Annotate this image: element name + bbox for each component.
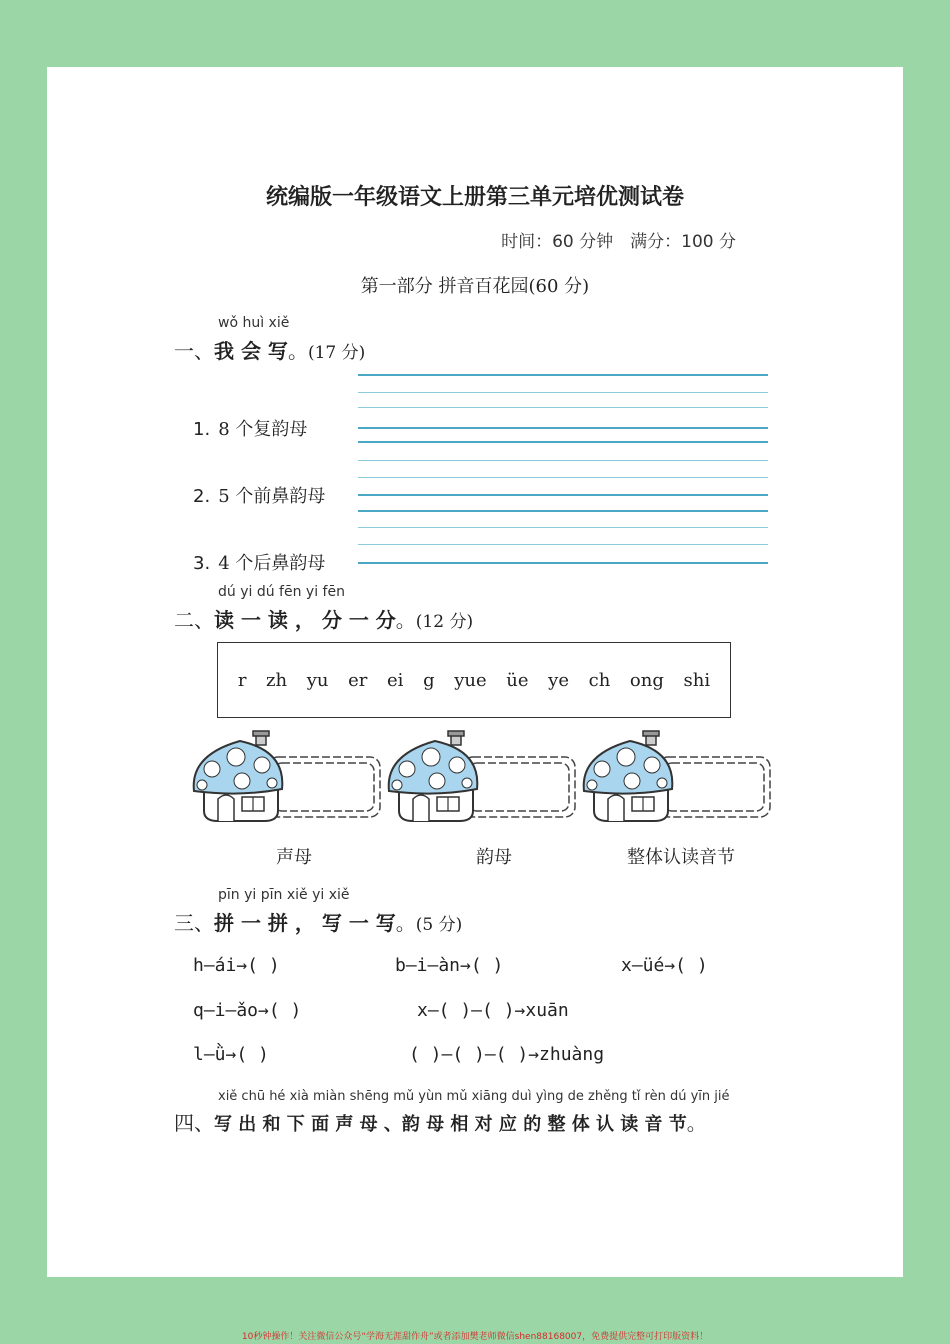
q1-heading (174, 335, 365, 364)
q4-number: 四、 (174, 1111, 214, 1135)
q4-mark: 。 (686, 1111, 707, 1135)
syllable-item: yue (454, 669, 487, 691)
q2-mark: 。 (395, 608, 416, 632)
mushroom-box-initials[interactable] (194, 731, 380, 821)
q2-score: (12 分) (415, 612, 474, 632)
q3-text: 拼 一 拼 ， 写 一 写 (214, 911, 396, 935)
spelling-exercise[interactable]: x—üé→( ) (621, 955, 708, 976)
syllable-item: ong (629, 669, 664, 691)
category-label: 韵母 (476, 847, 512, 868)
writing-line[interactable] (358, 562, 768, 564)
q1-item-number: 1. (193, 419, 211, 440)
writing-line[interactable] (358, 374, 768, 376)
writing-line[interactable] (358, 477, 768, 478)
worksheet-page (47, 67, 903, 1277)
exam-meta: 时间：60 分钟 满分：100 分 (501, 232, 736, 252)
q1-text: 我 会 写 (214, 339, 288, 363)
spelling-exercise[interactable]: b—i—àn→( ) (395, 955, 504, 976)
q1-score: (17 分) (307, 343, 366, 363)
q1-item (193, 482, 325, 508)
q4-pinyin: xiě chū hé xià miàn shēng mǔ yùn mǔ xiāng duì yìng de zhěng tǐ rèn dú yīn jié (218, 1089, 730, 1104)
writing-line[interactable] (358, 407, 768, 408)
spelling-exercise[interactable]: x—( )—( )→xuān (417, 1000, 569, 1021)
q4-text: 写 出 和 下 面 声 母 、韵 母 相 对 应 的 整 体 认 读 音 节 (214, 1114, 687, 1135)
q1-item-text: 4 个后鼻韵母 (218, 553, 326, 574)
q1-pinyin: wǒ huì xiě (218, 315, 290, 331)
writing-line[interactable] (358, 527, 768, 528)
q4-heading (174, 1107, 707, 1136)
writing-line[interactable] (358, 427, 768, 429)
q3-heading (174, 907, 462, 936)
q3-pinyin: pīn yi pīn xiě yi xiě (218, 887, 350, 903)
spelling-exercise[interactable]: ( )—( )—( )→zhuàng (409, 1044, 605, 1065)
category-label: 整体认读音节 (627, 847, 735, 868)
q1-item (193, 549, 325, 575)
writing-line[interactable] (358, 494, 768, 496)
spelling-exercise[interactable]: q—i—ǎo→( ) (193, 1000, 302, 1021)
syllable-item: zh (266, 669, 288, 691)
syllable-item: r (237, 669, 247, 691)
writing-line[interactable] (358, 460, 768, 461)
q1-item-text: 5 个前鼻韵母 (218, 486, 326, 507)
q2-number: 二、 (174, 608, 214, 632)
q1-number: 一、 (174, 339, 214, 363)
q3-number: 三、 (174, 911, 214, 935)
category-label: 声母 (276, 847, 312, 868)
writing-line[interactable] (358, 510, 768, 512)
part-heading: 第一部分 拼音百花园(60 分) (360, 276, 590, 297)
writing-line[interactable] (358, 392, 768, 393)
syllable-item: üe (506, 669, 529, 691)
q2-text: 读 一 读 ， 分 一 分 (214, 608, 396, 632)
mushroom-boxes (190, 729, 780, 829)
spelling-exercise[interactable]: l—ǜ→( ) (193, 1044, 269, 1065)
syllable-item: ei (387, 669, 404, 691)
spelling-exercise[interactable]: h—ái→( ) (193, 955, 280, 976)
writing-line[interactable] (358, 441, 768, 443)
q1-item-text: 8 个复韵母 (218, 419, 308, 440)
syllable-list (218, 643, 730, 717)
q3-score: (5 分) (415, 915, 463, 935)
syllable-item: er (348, 669, 368, 691)
footer-promo: 10秒钟操作！关注微信公众号“学海无涯甜作舟”或者添加樊老师微信shen88168007，免费提供完整可打印版资料！ (241, 1332, 709, 1342)
q3-mark: 。 (395, 911, 416, 935)
q1-item-number: 2. (193, 486, 211, 507)
writing-line[interactable] (358, 544, 768, 545)
syllable-item: shi (683, 669, 711, 691)
syllable-item: ch (588, 669, 611, 691)
mushroom-box-whole-syllables[interactable] (584, 731, 770, 821)
mushroom-box-finals[interactable] (389, 731, 575, 821)
syllable-item: yu (306, 669, 329, 691)
q2-heading (174, 604, 473, 633)
page-title: 统编版一年级语文上册第三单元培优测试卷 (265, 185, 684, 210)
syllable-item: ye (548, 669, 569, 691)
q1-item (193, 415, 307, 441)
q1-item-number: 3. (193, 553, 211, 574)
q1-mark: 。 (287, 339, 308, 363)
syllable-item: g (423, 669, 435, 691)
syllable-box (217, 642, 731, 718)
q2-pinyin: dú yi dú fēn yi fēn (218, 584, 345, 600)
